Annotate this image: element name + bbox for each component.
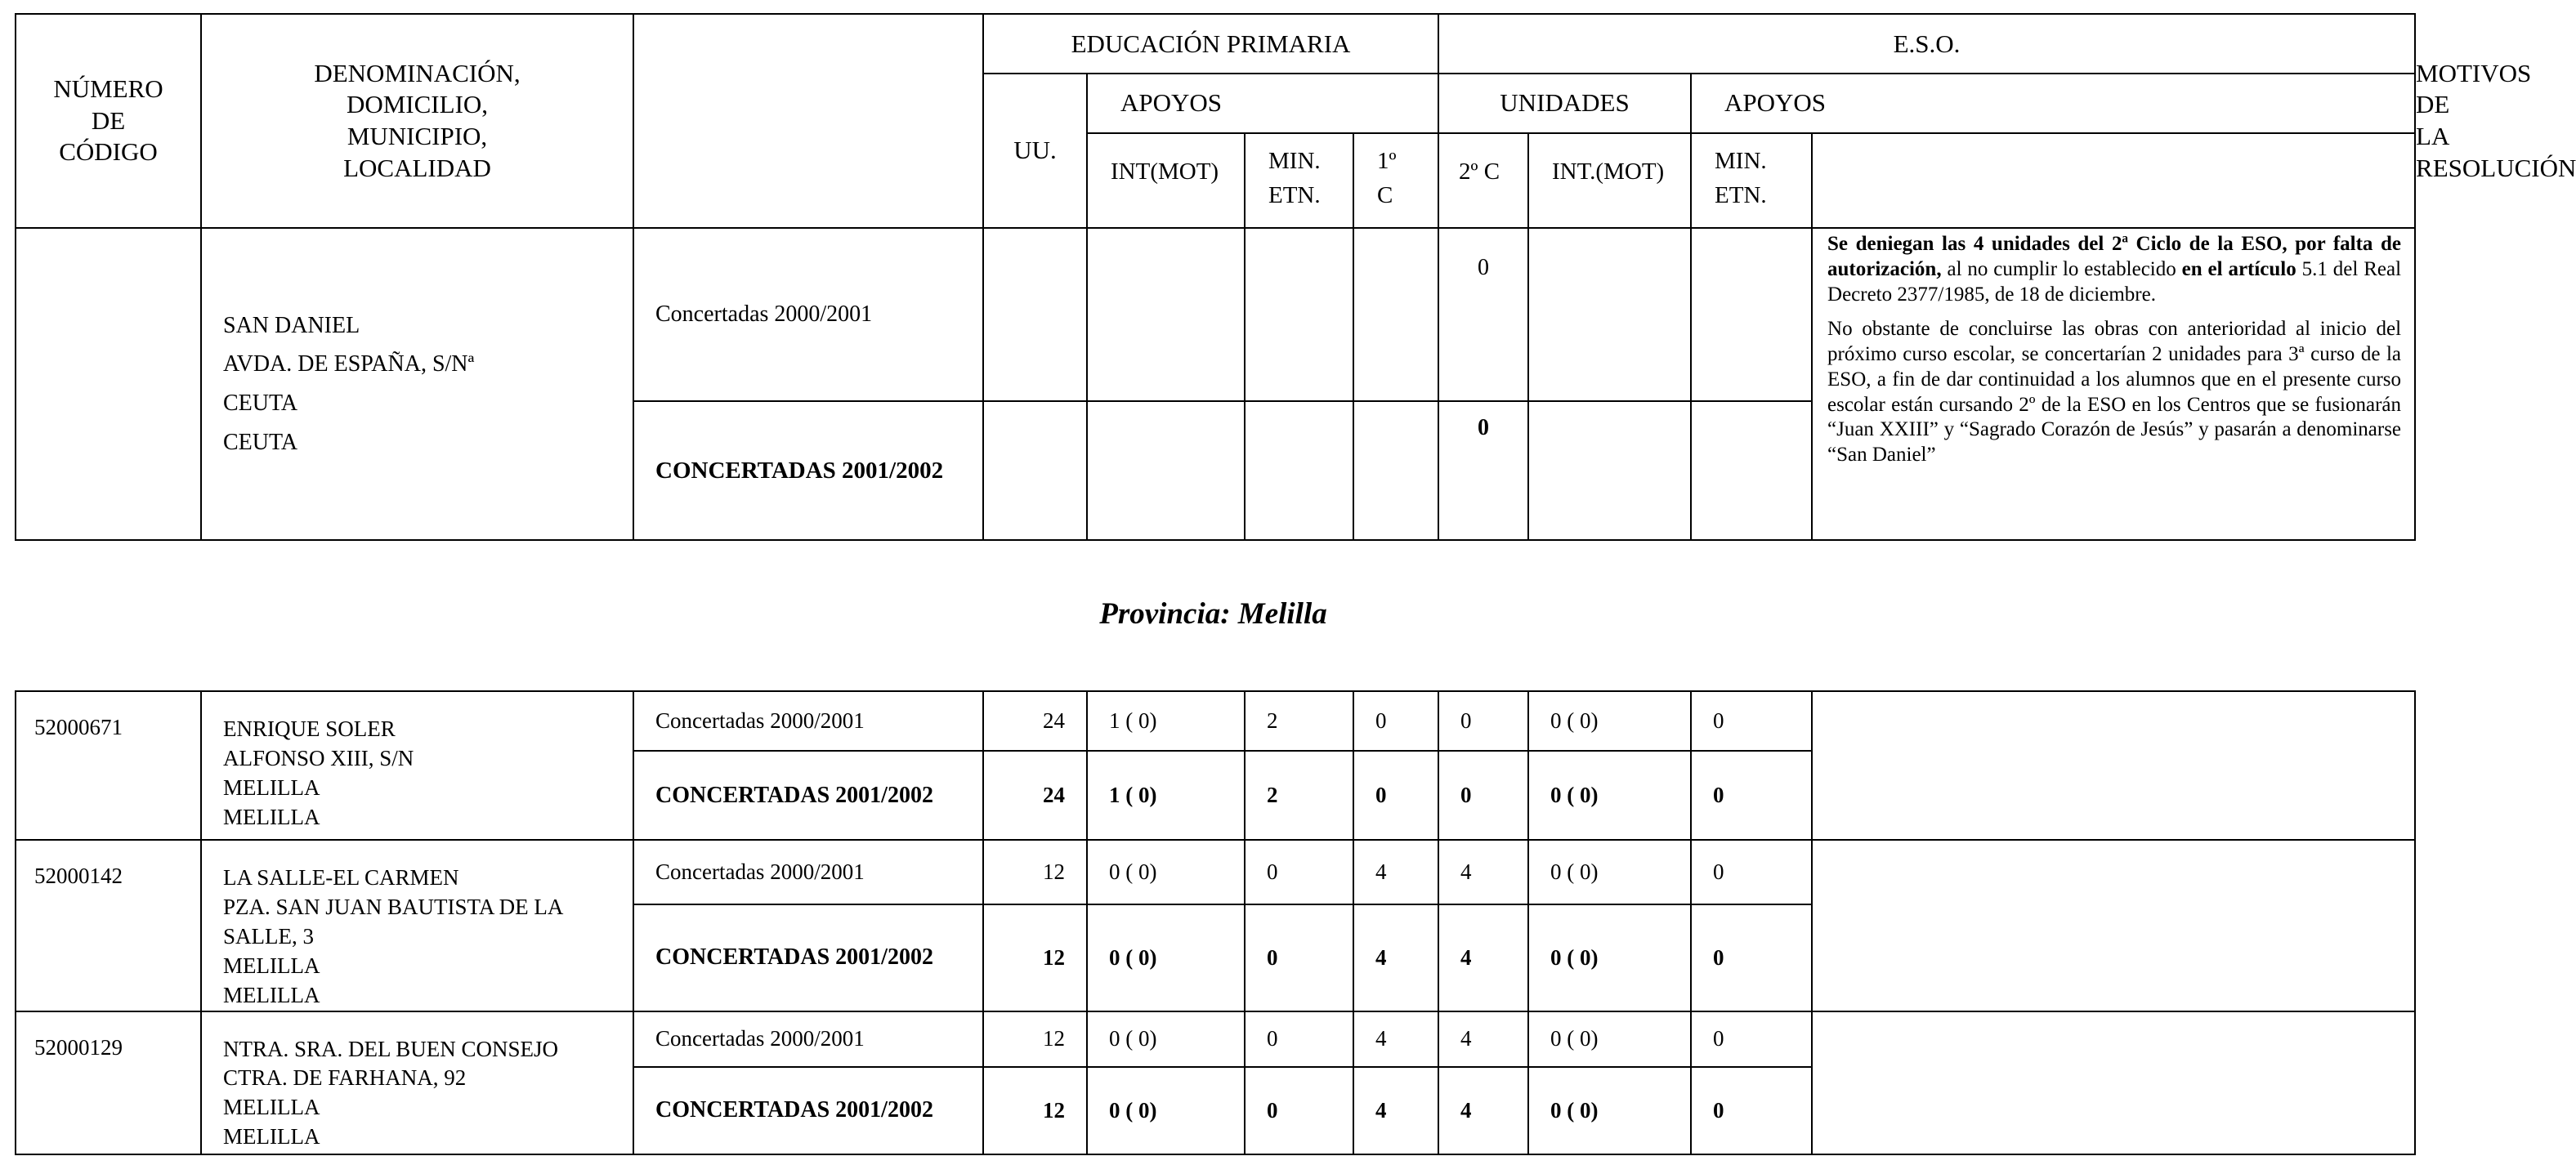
cell xyxy=(1245,228,1353,401)
municipio-line: CEUTA xyxy=(223,391,298,416)
motivo-paragraph-1 xyxy=(1827,232,2401,307)
int-mot-eso-value: 0 ( 0) xyxy=(1528,751,1691,840)
segundo-ciclo-value: 0 xyxy=(1438,691,1528,751)
int-mot-eso-value: 0 ( 0) xyxy=(1528,840,1691,904)
segundo-ciclo-value: 4 xyxy=(1438,840,1528,904)
provincia-heading: Provincia: Melilla xyxy=(1099,597,1327,631)
header-text: NÚMERO xyxy=(53,74,163,103)
tipo-cell: CONCERTADAS 2001/2002 xyxy=(633,904,983,1011)
min-etn-header xyxy=(1245,133,1353,228)
segundo-ciclo-value: 4 xyxy=(1438,1067,1528,1154)
int-mot-value: 0 ( 0) xyxy=(1087,1011,1245,1067)
segundo-ciclo-value: 4 xyxy=(1438,1011,1528,1067)
int-mot-eso-value: 0 ( 0) xyxy=(1528,691,1691,751)
tipo-cell: Concertadas 2000/2001 xyxy=(633,691,983,751)
cell xyxy=(983,401,1087,540)
min-etn-value: 0 xyxy=(1245,1011,1353,1067)
denominacion-line: PZA. SAN JUAN BAUTISTA DE LA xyxy=(223,894,564,919)
min-etn-eso-value: 0 xyxy=(1691,840,1812,904)
apoyos-eso-header: APOYOS xyxy=(1691,74,2415,133)
segundo-ciclo-value: 4 xyxy=(1438,904,1528,1011)
cell xyxy=(1245,401,1353,540)
melilla-table xyxy=(15,690,2416,1155)
denominacion-line: MELILLA xyxy=(223,774,320,800)
denominacion-line: NTRA. SRA. DEL BUEN CONSEJO xyxy=(223,1036,559,1061)
header-text: MUNICIPIO, xyxy=(347,122,488,150)
tipo-cell: CONCERTADAS 2001/2002 xyxy=(633,751,983,840)
motivo-bold: Se deniegan las 4 unidades del 2ª Ciclo de la ESO, por falta de autorización, xyxy=(1827,233,2402,280)
int-mot-value: 0 ( 0) xyxy=(1087,1067,1245,1154)
int-mot-eso-value: 0 ( 0) xyxy=(1528,904,1691,1011)
tipo-2001-2002: CONCERTADAS 2001/2002 xyxy=(633,401,983,540)
uu-value: 24 xyxy=(983,751,1087,840)
min-etn-value: 2 xyxy=(1245,691,1353,751)
denominacion-line: ENRIQUE SOLER xyxy=(223,716,396,741)
san-daniel-codigo xyxy=(16,228,201,540)
denominacion-line: LA SALLE-EL CARMEN xyxy=(223,865,459,890)
primer-ciclo-value: 0 xyxy=(1353,691,1438,751)
motivo-text: al no cumplir lo establecido xyxy=(1941,257,2182,280)
denominacion-line: MELILLA xyxy=(223,982,320,1007)
numero-codigo-header xyxy=(16,14,201,228)
primer-ciclo-value: 4 xyxy=(1353,840,1438,904)
header-text: ETN. xyxy=(1268,182,1321,209)
min-etn-eso-header xyxy=(1691,133,1812,228)
cell xyxy=(1353,401,1438,540)
denominacion-line: MELILLA xyxy=(223,953,320,978)
uu-value: 12 xyxy=(983,904,1087,1011)
apoyos-header: APOYOS xyxy=(1087,74,1438,133)
cell xyxy=(1353,228,1438,401)
uu-value: 12 xyxy=(983,840,1087,904)
denominacion-cell xyxy=(201,840,633,1011)
int-mot-value: 0 ( 0) xyxy=(1087,840,1245,904)
localidad-line: CEUTA xyxy=(223,429,298,455)
tipo-header xyxy=(633,14,983,228)
min-etn-value: 0 xyxy=(1245,904,1353,1011)
motivo-text: 5.1 del Real Decreto 2377/1985, de 18 de diciembre. xyxy=(1827,257,2402,306)
tipo-2000-2001: Concertadas 2000/2001 xyxy=(633,228,983,401)
min-etn-value: 0 xyxy=(1245,1067,1353,1154)
primer-ciclo-header xyxy=(1353,133,1438,228)
cell xyxy=(1087,228,1245,401)
denominacion-cell xyxy=(201,1011,633,1154)
uu-header: UU. xyxy=(983,74,1087,228)
motivo-bold: en el artículo xyxy=(2181,257,2296,280)
int-mot-value: 0 ( 0) xyxy=(1087,904,1245,1011)
cell xyxy=(1528,401,1691,540)
tipo-cell: Concertadas 2000/2001 xyxy=(633,1011,983,1067)
melilla-body xyxy=(16,691,2415,1154)
min-etn-eso-value: 0 xyxy=(1691,691,1812,751)
denominacion-line: MELILLA xyxy=(223,1095,320,1120)
codigo-cell: 52000129 xyxy=(16,1011,201,1154)
min-etn-eso-value: 0 xyxy=(1691,1011,1812,1067)
motivo-resolucion xyxy=(1812,228,2415,540)
primer-ciclo-value: 0 xyxy=(1353,751,1438,840)
cell xyxy=(1691,228,1812,401)
cell xyxy=(1087,401,1245,540)
primer-ciclo-value: 4 xyxy=(1353,904,1438,1011)
cell xyxy=(983,228,1087,401)
primer-ciclo-value: 4 xyxy=(1353,1067,1438,1154)
denominacion-cell xyxy=(201,691,633,840)
header-text: DOMICILIO, xyxy=(346,90,489,119)
header-text: 1º xyxy=(1377,148,1397,174)
address-line: AVDA. DE ESPAÑA, S/Nª xyxy=(223,351,475,377)
header-text: MIN. xyxy=(1268,148,1321,174)
int-mot-header: INT(MOT) xyxy=(1087,133,1245,228)
min-etn-value: 2 xyxy=(1245,751,1353,840)
codigo-cell: 52000671 xyxy=(16,691,201,840)
motivo-cell xyxy=(1812,1011,2415,1154)
motivo-cell xyxy=(1812,840,2415,1011)
san-daniel-denominacion xyxy=(201,228,633,540)
cell xyxy=(1528,228,1691,401)
tipo-cell: CONCERTADAS 2001/2002 xyxy=(633,1067,983,1154)
header-text: MIN. xyxy=(1715,148,1767,174)
denominacion-line: ALFONSO XIII, S/N xyxy=(223,745,414,770)
cell xyxy=(1691,401,1812,540)
tipo-cell: Concertadas 2000/2001 xyxy=(633,840,983,904)
table-row xyxy=(16,840,2415,904)
unidades-header: UNIDADES xyxy=(1438,74,1691,133)
min-etn-eso-value: 0 xyxy=(1691,904,1812,1011)
min-etn-eso-value: 0 xyxy=(1691,751,1812,840)
min-etn-value: 0 xyxy=(1245,840,1353,904)
header-text: CÓDIGO xyxy=(59,137,158,167)
min-etn-eso-value: 0 xyxy=(1691,1067,1812,1154)
header-text: DE xyxy=(91,105,126,135)
segundo-ciclo-value: 0 xyxy=(1438,401,1528,540)
int-mot-eso-header: INT.(MOT) xyxy=(1528,133,1691,228)
int-mot-eso-value: 0 ( 0) xyxy=(1528,1067,1691,1154)
denominacion-header xyxy=(201,14,633,228)
segundo-ciclo-value: 0 xyxy=(1438,228,1528,401)
name-line: SAN DANIEL xyxy=(223,312,360,338)
int-mot-eso-value: 0 ( 0) xyxy=(1528,1011,1691,1067)
segundo-ciclo-header: 2º C xyxy=(1438,133,1528,228)
table-row xyxy=(16,1011,2415,1067)
int-mot-value: 1 ( 0) xyxy=(1087,691,1245,751)
segundo-ciclo-value: 0 xyxy=(1438,751,1528,840)
header-text: C xyxy=(1377,182,1393,209)
denominacion-line: MELILLA xyxy=(223,804,320,829)
header-text: LOCALIDAD xyxy=(343,153,491,182)
int-mot-value: 1 ( 0) xyxy=(1087,751,1245,840)
codigo-cell: 52000142 xyxy=(16,840,201,1011)
motivo-cell xyxy=(1812,691,2415,840)
uu-value: 12 xyxy=(983,1011,1087,1067)
uu-value: 12 xyxy=(983,1067,1087,1154)
header-text: ETN. xyxy=(1715,182,1767,209)
denominacion-line: CTRA. DE FARHANA, 92 xyxy=(223,1065,467,1091)
table-row xyxy=(16,691,2415,751)
eso-header: E.S.O. xyxy=(1438,14,2415,74)
uu-value: 24 xyxy=(983,691,1087,751)
denominacion-line: SALLE, 3 xyxy=(223,923,314,949)
educacion-primaria-header: EDUCACIÓN PRIMARIA xyxy=(983,14,1438,74)
motivo-paragraph-2: No obstante de concluirse las obras con anterioridad al inicio del próximo curso escolar, se concertarían 2 unidades para 3ª curso de la ESO, a fin de dar continuidad a los alumnos que en el presente curso escolar están cursando 2º de la ESO en los Centros que se fusionarán “Juan XXIII” y “Sagrado Corazón de Jesús” y pasarán a denominarse “San Daniel” xyxy=(1827,318,2402,466)
header-text: DENOMINACIÓN, xyxy=(314,58,521,87)
denominacion-line: MELILLA xyxy=(223,1124,320,1149)
primer-ciclo-value: 4 xyxy=(1353,1011,1438,1067)
ceuta-table: NÚMERO DE CÓDIGO DENOMINACIÓN, DOMICILIO, MUNICIPIO, LOCALIDAD EDUCACIÓN PRIMARIA E.S.O. MOTIVOS DE LA RESOLUCIÓN UU. APOYOS UNIDADES APOYOS INT(MOT) MIN. ETN. 1º C 2º C INT.(MOT) MIN. ETN. SAN DANIEL AVDA. DE ESPAÑA, S/Nª CEUTA CEUTA Concertadas 2000/2001 0 Se deniegan las 4 unidades del 2ª Ciclo de la ESO, por falta de autorización, al no cumplir lo establecido en el artículo 5.1 del Real Decreto 2377/1985, de 18 de diciembre. No obstante de concluirse las obras con anterioridad al inicio del próximo curso escolar, se concertarían 2 unidades para 3ª curso de la ESO, a fin de dar continuidad a los alumnos que en el presente curso escolar están cursando 2º de la ESO en los Centros que se fusionarán “Juan XXIII” y “Sagrado Corazón de Jesús” y pasarán a denominarse “San Daniel” CONCERTADAS 2001/2002 0 xyxy=(15,13,2416,541)
